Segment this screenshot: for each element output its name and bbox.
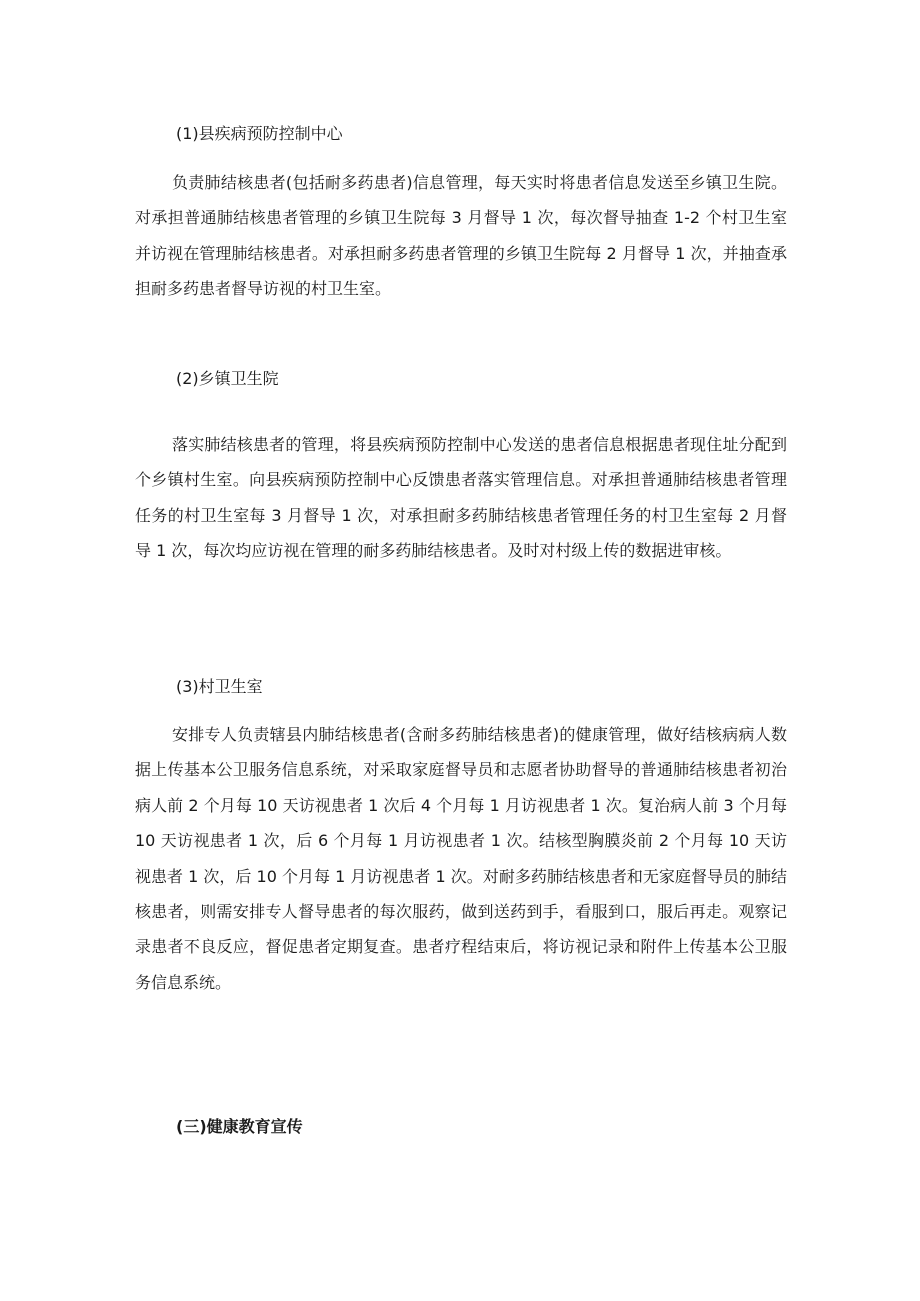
paragraph-county-cdc: 负责肺结核患者(包括耐多药患者)信息管理，每天实时将患者信息发送至乡镇卫生院。对承担普通肺结核患者管理的乡镇卫生院每 3 月督导 1 次，每次督导抽查 1-2 个村卫生室并访视在管理肺结核患者。对承担耐多药患者管理的乡镇卫生院每 2 月督导 1 次，并抽查承担耐多药患者督导访视的村卫生室。 bbox=[135, 173, 787, 299]
section-heading-township-hospital: (2)乡镇卫生院 bbox=[176, 369, 279, 388]
section-heading-village-clinic: (3)村卫生室 bbox=[176, 677, 263, 696]
section-heading-county-cdc: (1)县疾病预防控制中心 bbox=[176, 124, 343, 143]
section-heading-health-education: (三)健康教育宣传 bbox=[176, 1117, 303, 1136]
paragraph-village-clinic: 安排专人负责辖县内肺结核患者(含耐多药肺结核患者)的健康管理，做好结核病病人数据上传基本公卫服务信息系统，对采取家庭督导员和志愿者协助督导的普通肺结核患者初治病人前 2 个月每 10 天访视患者 1 次后 4 个月每 1 月访视患者 1 次。复治病人前 3 个月每 10 天访视患者 1 次，后 6 个月每 1 月访视患者 1 次。结核型胸膜炎前 2 个月每 10 天访视患者 1 次，后 10 个月每 1 月访视患者 1 次。对耐多药肺结核患者和无家庭督导员的肺结核患者，则需安排专人督导患者的每次服药，做到送药到手，看服到口，服后再走。观察记录患者不良反应，督促患者定期复查。患者疗程结束后，将访视记录和附件上传基本公卫服务信息系统。 bbox=[135, 725, 787, 992]
paragraph-township-hospital: 落实肺结核患者的管理，将县疾病预防控制中心发送的患者信息根据患者现住址分配到个乡镇村生室。向县疾病预防控制中心反馈患者落实管理信息。对承担普通肺结核患者管理任务的村卫生室每 3 月督导 1 次，对承担耐多药肺结核患者管理任务的村卫生室每 2 月督导 1 次，每次均应访视在管理的耐多药肺结核患者。及时对村级上传的数据进审核。 bbox=[135, 435, 787, 561]
